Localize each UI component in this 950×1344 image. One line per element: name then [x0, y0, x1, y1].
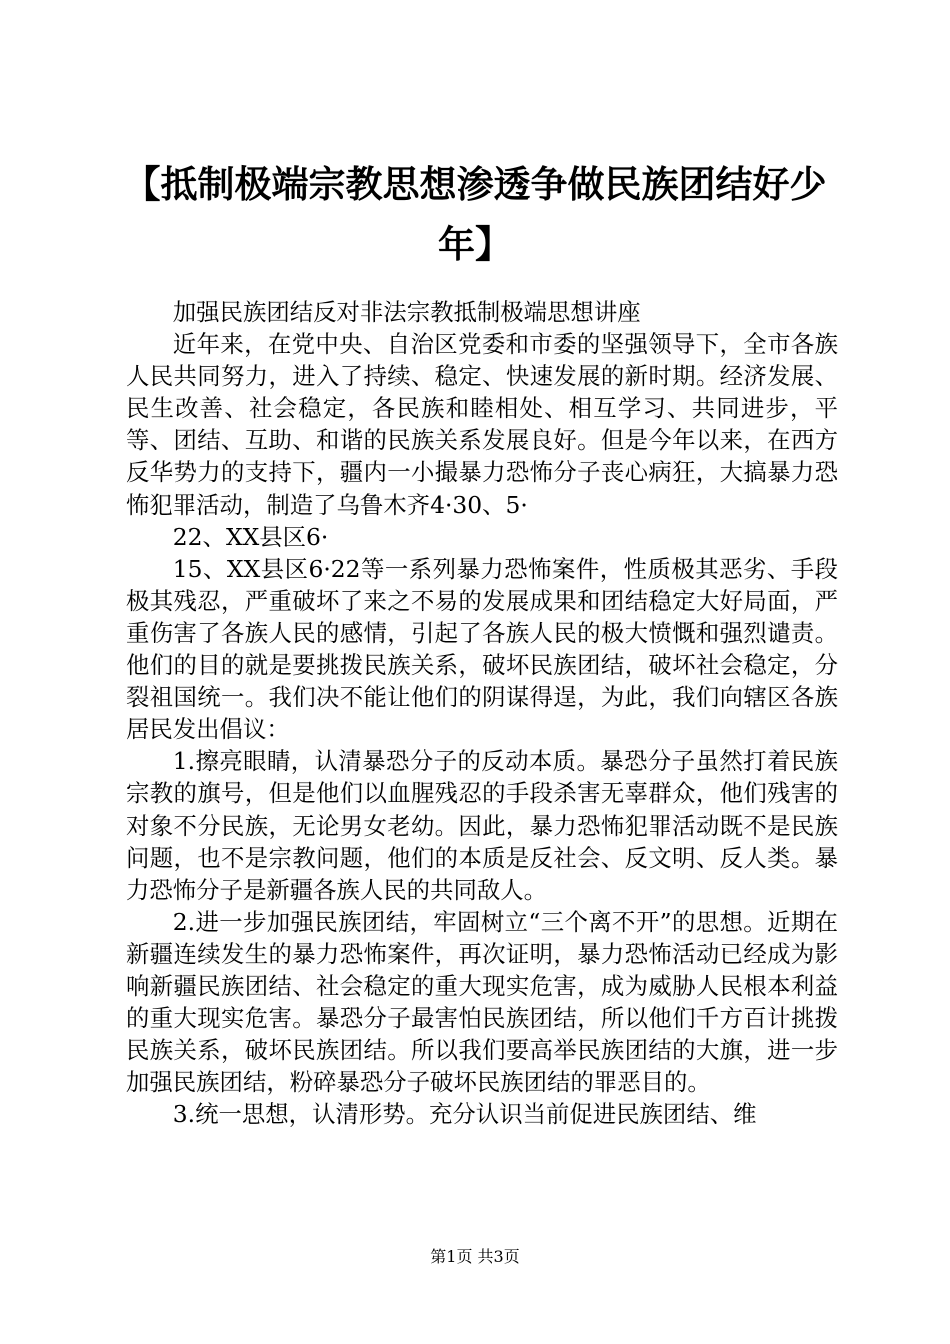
point-1-paragraph: 1.擦亮眼睛，认清暴恐分子的反动本质。暴恐分子虽然打着民族宗教的旗号，但是他们以血腥残忍的手段杀害无辜群众，他们残害的对象不分民族，无论男女老幼。因此，暴力恐怖犯罪活动既不是民族问题，也不是宗教问题，他们的本质是反社会、反文明、反人类。暴力恐怖分子是新疆各族人民的共同敌人。 — [126, 747, 838, 904]
subtitle-paragraph: 加强民族团结反对非法宗教抵制极端思想讲座 — [172, 298, 641, 326]
incidents-paragraph: 15、XX县区6·22等一系列暴力恐怖案件，性质极其恶劣、手段极其残忍，严重破坏了来之不易的发展成果和团结稳定大好局面，严重伤害了各族人民的感情，引起了各族人民的极大愤慨和强烈谴责。他们的目的就是要挑拨民族关系，破坏民族团结，破坏社会稳定，分裂祖国统一。我们决不能让他们的阴谋得逞，为此，我们向辖区各族居民发出倡议： — [126, 554, 838, 744]
document-title-line-1: 【抵制极端宗教思想渗透争做民族团结好少 — [123, 162, 827, 206]
point-2-paragraph: 2.进一步加强民族团结，牢固树立“三个离不开”的思想。近期在新疆连续发生的暴力恐怖案件，再次证明，暴力恐怖活动已经成为影响新疆民族团结、社会稳定的重大现实危害，成为威胁人民根本利益的重大现实危害。暴恐分子最害怕民族团结，所以他们千方百计挑拨民族关系，破坏民族团结。所以我们要高举民族团结的大旗，进一步加强民族团结，粉碎暴恐分子破坏民族团结的罪恶目的。 — [126, 907, 838, 1097]
intro-paragraph: 近年来，在党中央、自治区党委和市委的坚强领导下，全市各族人民共同努力，进入了持续、稳定、快速发展的新时期。经济发展、民生改善、社会稳定，各民族和睦相处、相互学习、共同进步，平等、团结、互助、和谐的民族关系发展良好。但是今年以来，在西方反华势力的支持下，疆内一小撮暴力恐怖分子丧心病狂，大搞暴力恐怖犯罪活动，制造了乌鲁木齐4·30、5· — [126, 330, 838, 519]
paragraph-fragment: 22、XX县区6· — [172, 522, 329, 551]
point-3-paragraph: 3.统一思想，认清形势。充分认识当前促进民族团结、维 — [172, 1100, 757, 1129]
document-body — [126, 296, 838, 1130]
document-title-line-2: 年】 — [438, 222, 512, 266]
page-number-footer: 第1页 共3页 — [430, 1247, 520, 1266]
